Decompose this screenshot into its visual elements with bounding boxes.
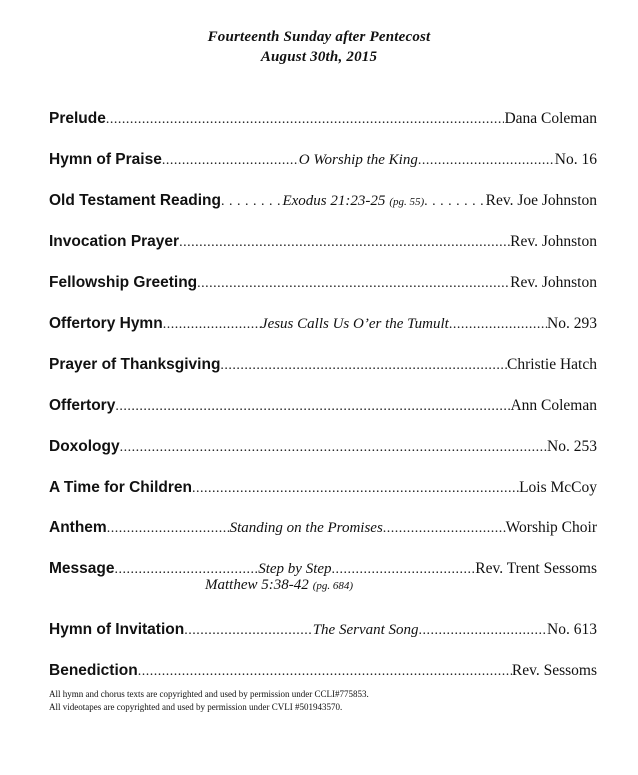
item-leader: Worship Choir (505, 519, 597, 536)
item-page-ref: (pg. 55) (389, 196, 425, 208)
item-number: No. 613 (547, 621, 597, 638)
dot-leader (418, 153, 555, 169)
item-title: Doxology (49, 438, 120, 455)
item-scripture: Exodus 21:23-25 (282, 193, 386, 209)
item-leader: Ann Coleman (510, 397, 597, 414)
item-leader: Rev. Johnston (510, 233, 597, 250)
dot-leader (163, 317, 261, 333)
item-title: Offertory (49, 397, 116, 414)
item-leader: Lois McCoy (519, 479, 597, 496)
item-title: Hymn of Invitation (49, 621, 185, 638)
service-title: Fourteenth Sunday after Pentecost (207, 29, 431, 45)
item-title: Anthem (49, 519, 107, 536)
item-title: Old Testament Reading (49, 192, 221, 209)
order-item-doxology (49, 438, 597, 460)
item-leader: Rev. Johnston (510, 274, 597, 291)
order-item-hymn-of-praise (49, 151, 597, 173)
item-title: Hymn of Praise (49, 151, 162, 168)
order-item-hymn-of-invitation (49, 621, 597, 643)
item-leader: Christie Hatch (507, 356, 597, 373)
copyright-notice (49, 688, 369, 714)
dot-leader (114, 562, 258, 578)
order-item-offertory (49, 397, 597, 419)
order-item-fellowship-greeting (49, 274, 597, 296)
dot-leader (332, 562, 476, 578)
dot-leader (107, 521, 230, 537)
item-leader: Rev. Joe Johnston (485, 192, 598, 209)
dot-leader (419, 623, 548, 639)
dot-leader (184, 623, 313, 639)
message-scripture (205, 577, 353, 594)
scripture-page-ref: (pg. 684) (312, 580, 354, 592)
dot-leader (221, 194, 282, 210)
item-number: No. 253 (547, 438, 597, 455)
item-title: A Time for Children (49, 479, 192, 496)
dot-leader (162, 153, 299, 169)
order-item-invocation-prayer (49, 233, 597, 255)
item-number: No. 293 (547, 315, 597, 332)
dot-leader (449, 317, 547, 333)
order-item-offertory-hymn (49, 315, 597, 337)
dot-leader (120, 440, 547, 456)
dot-leader (106, 112, 505, 128)
item-number: No. 16 (554, 151, 597, 168)
dot-leader (115, 399, 510, 415)
dot-leader (179, 235, 510, 251)
order-item-time-for-children (49, 479, 597, 501)
item-title: Fellowship Greeting (49, 274, 198, 291)
item-leader: Dana Coleman (504, 110, 597, 127)
item-selection: Step by Step (258, 561, 332, 577)
item-selection: Standing on the Promises (229, 520, 383, 536)
dot-leader (383, 521, 506, 537)
ccli-notice: All hymn and chorus texts are copyrighted and used by permission under CCLI#775853. (49, 689, 369, 699)
bulletin-header (0, 27, 638, 67)
item-title: Prayer of Thanksgiving (49, 356, 221, 373)
item-title: Message (49, 560, 115, 577)
order-item-prayer-of-thanksgiving (49, 356, 597, 378)
order-item-old-testament-reading (49, 192, 597, 214)
dot-leader (424, 194, 485, 210)
item-leader: Rev. Sessoms (511, 662, 597, 679)
scripture-reference: Matthew 5:38-42 (205, 577, 309, 593)
cvli-notice: All videotapes are copyrighted and used by permission under CVLI #501943570. (49, 702, 343, 712)
item-title: Prelude (49, 110, 106, 127)
order-item-prelude (49, 110, 597, 132)
service-date: August 30th, 2015 (260, 49, 378, 65)
item-title: Offertory Hymn (49, 315, 163, 332)
item-leader: Rev. Trent Sessoms (475, 560, 597, 577)
item-selection: O Worship the King (298, 152, 418, 168)
item-title: Invocation Prayer (49, 233, 180, 250)
dot-leader (197, 276, 510, 292)
order-item-anthem (49, 519, 597, 541)
dot-leader (220, 358, 507, 374)
item-selection: Jesus Calls Us O’er the Tumult (260, 316, 449, 332)
dot-leader (192, 481, 519, 497)
item-title: Benediction (49, 662, 138, 679)
item-selection: The Servant Song (312, 622, 419, 638)
order-item-benediction (49, 662, 597, 684)
dot-leader (138, 664, 512, 680)
